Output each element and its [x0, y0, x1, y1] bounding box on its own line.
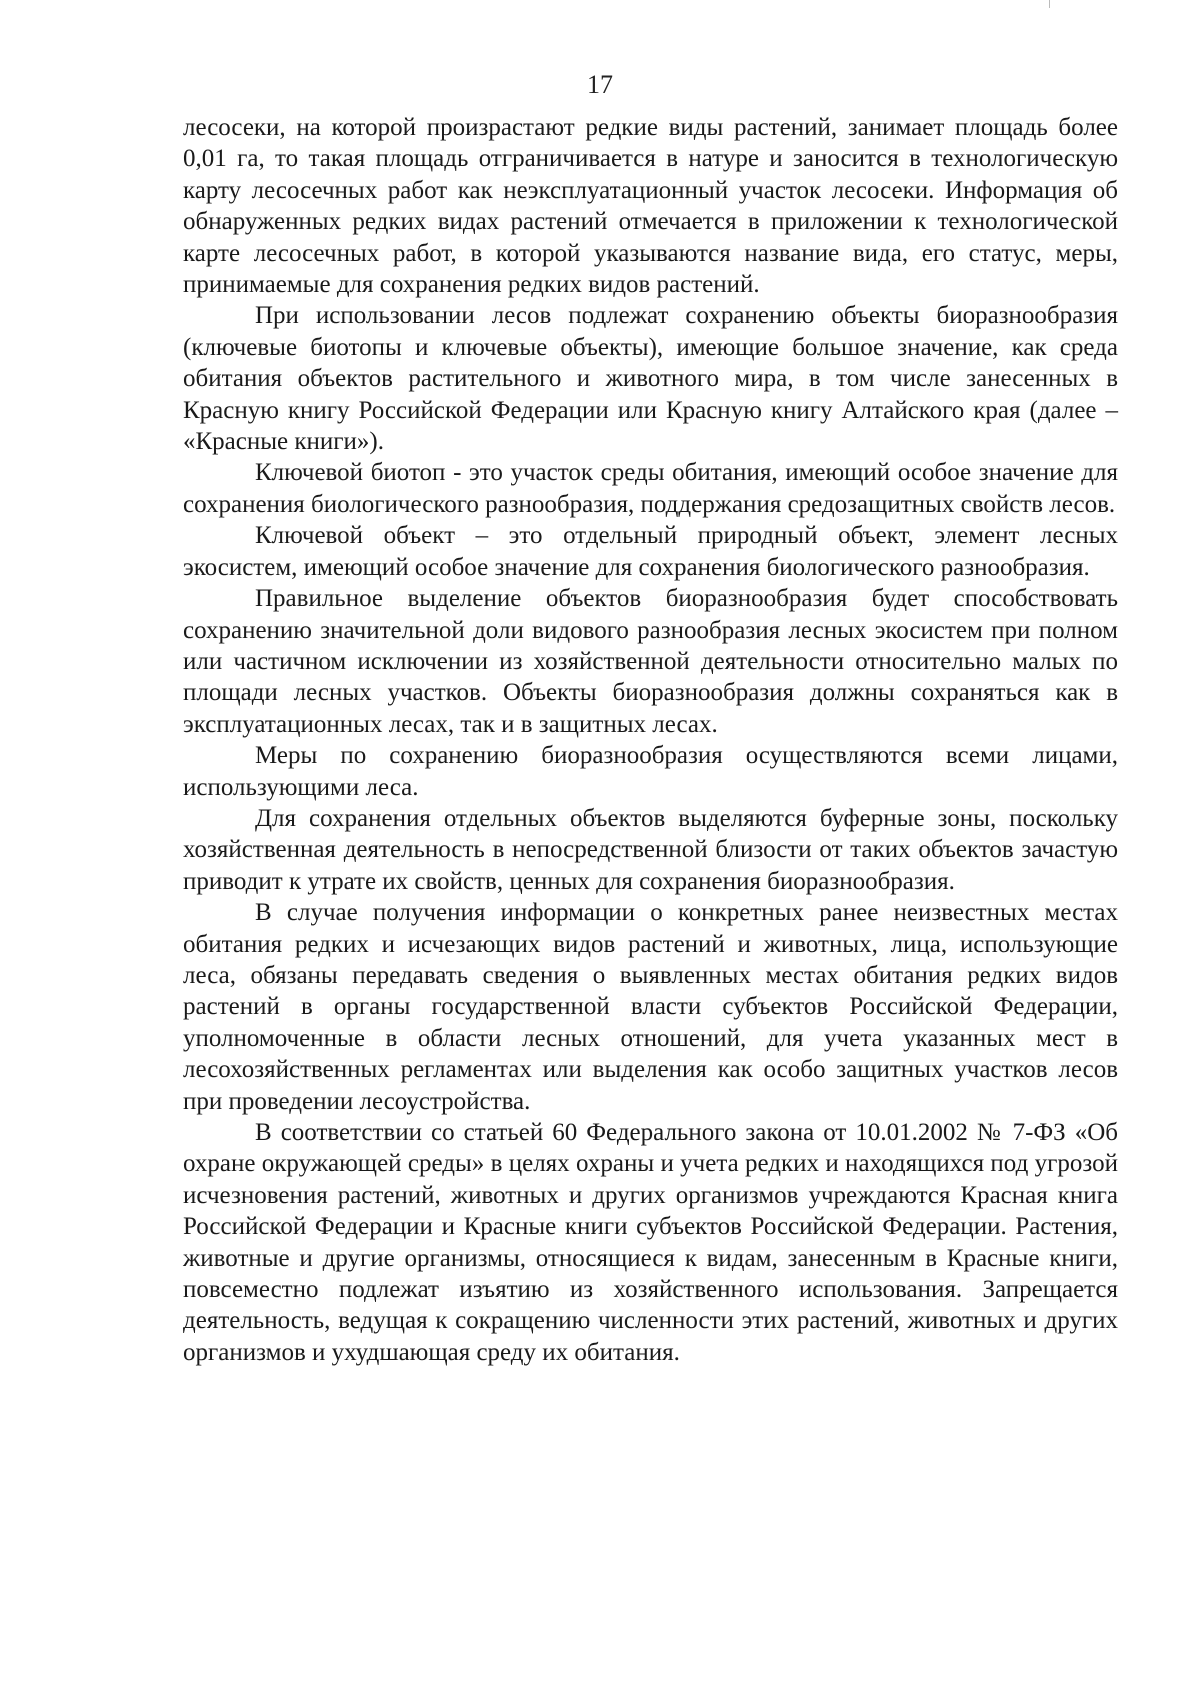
- paragraph-buffer-zones: Для сохранения отдельных объектов выделяются буферные зоны, поскольку хозяйственная деятельность в непосредственной близости от таких объектов зачастую приводит к утрате их свойств, ценных для сохранения биоразнообразия.: [183, 804, 1118, 895]
- document-body: [183, 112, 1118, 1368]
- paragraph-federal-law: В соответствии со статьей 60 Федерального закона от 10.01.2002 № 7-ФЗ «Об охране окружающей среды» в целях охраны и учета редких и находящихся под угрозой исчезновения растений, животных и других организмов учреждаются Красная книга Российской Федерации и Красные книги субъектов Российской Федерации. Растения, животные и другие организмы, относящиеся к видам, занесенным в Красные книги, повсеместно подлежат изъятию из хозяйственного использования. Запрещается деятельность, ведущая к сокращению численности этих растений, животных и других организмов и ухудшающая среду их обитания.: [183, 1119, 1118, 1366]
- scan-mark: [1049, 0, 1050, 8]
- page-number: 17: [587, 70, 613, 99]
- paragraph-information-reporting: В случае получения информации о конкретных ранее неизвестных местах обитания редких и исчезающих видов растений и животных, лица, использующие леса, обязаны передавать сведения о выявленных местах обитания редких видов растений в органы государственной власти субъектов Российской Федерации, уполномоченные в области лесных отношений, для учета указанных мест в лесохозяйственных регламентах или выделения как особо защитных участков лесов при проведении лесоустройства.: [183, 899, 1118, 1115]
- paragraph-continued: лесосеки, на которой произрастают редкие виды растений, занимает площадь более 0,01 га, то такая площадь отграничивается в натуре и заносится в технологическую карту лесосечных работ как неэксплуатационный участок лесосеки. Информация об обнаруженных редких видах растений отмечается в приложении к технологической карте лесосечных работ, в которой указываются название вида, его статус, меры, принимаемые для сохранения редких видов растений.: [183, 114, 1118, 299]
- paragraph-key-biotope: Ключевой биотоп - это участок среды обитания, имеющий особое значение для сохранения биологического разнообразия, поддержания средозащитных свойств лесов.: [183, 459, 1118, 518]
- paragraph-correct-selection: Правильное выделение объектов биоразнообразия будет способствовать сохранению значительной доли видового разнообразия лесных экосистем при полном или частичном исключении из хозяйственной деятельности относительно малых по площади лесных участков. Объекты биоразнообразия должны сохраняться как в эксплуатационных лесах, так и в защитных лесах.: [183, 585, 1118, 738]
- paragraph-key-object: Ключевой объект – это отдельный природный объект, элемент лесных экосистем, имеющий особое значение для сохранения биологического разнообразия.: [183, 522, 1118, 581]
- paragraph-biodiversity-objects: При использовании лесов подлежат сохранению объекты биоразнообразия (ключевые биотопы и ключевые объекты), имеющие большое значение, как среда обитания объектов растительного и животного мира, в том числе занесенных в Красную книгу Российской Федерации или Красную книгу Алтайского края (далее – «Красные книги»).: [183, 302, 1118, 456]
- paragraph-measures: Меры по сохранению биоразнообразия осуществляются всеми лицами, использующими леса.: [183, 742, 1118, 801]
